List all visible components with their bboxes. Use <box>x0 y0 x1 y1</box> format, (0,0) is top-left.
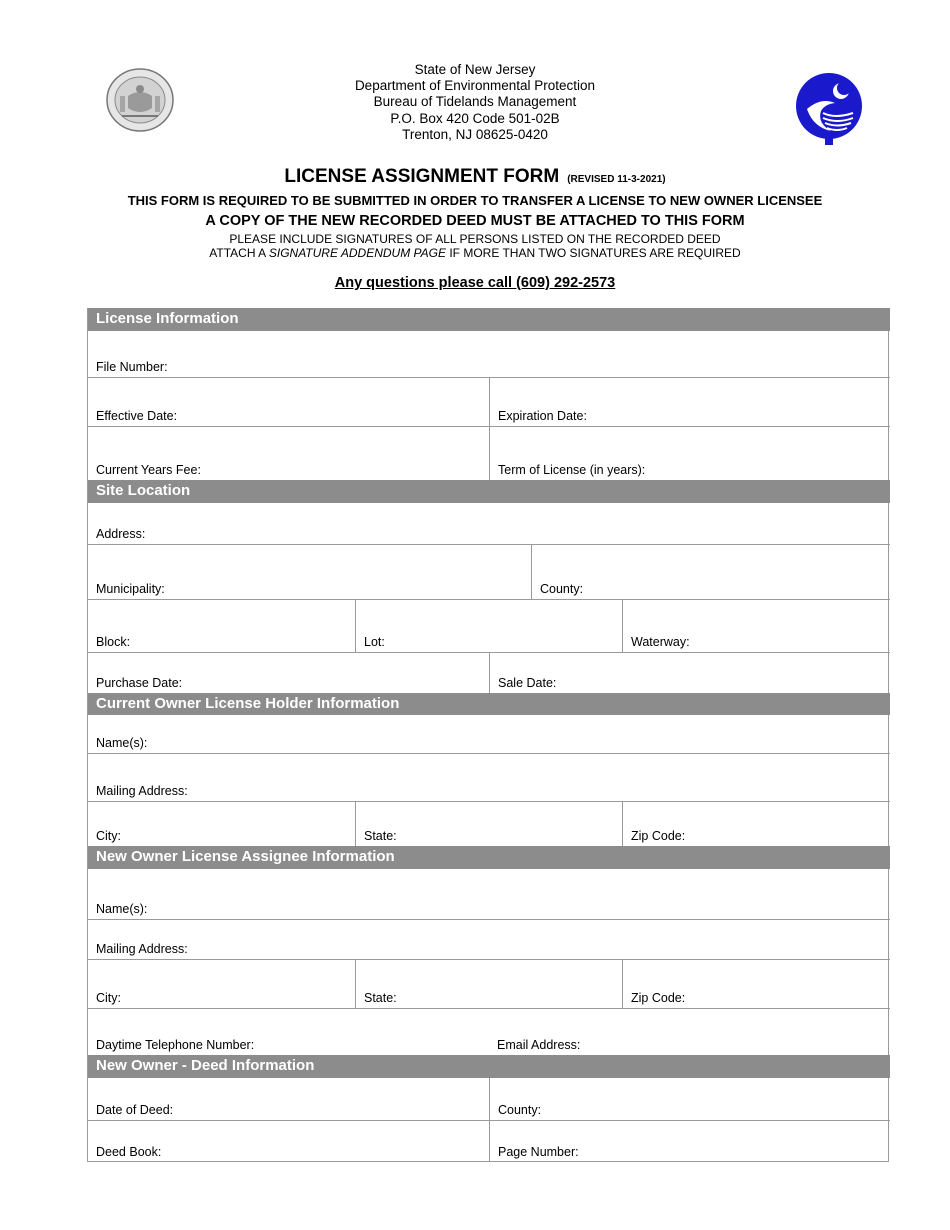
file-number-field[interactable] <box>88 331 890 378</box>
sale-date-field[interactable] <box>489 653 890 693</box>
current-owner-zip-field[interactable] <box>622 802 890 846</box>
field-label: Email Address: <box>497 1038 581 1052</box>
lot-field[interactable] <box>355 600 622 653</box>
section-header-license-information: License Information <box>88 308 890 331</box>
section-header-current-owner: Current Owner License Holder Information <box>88 693 890 715</box>
field-label: State: <box>364 991 397 1005</box>
deed-copy-notice: A COPY OF THE NEW RECORDED DEED MUST BE ATTACHED TO THIS FORM <box>205 213 745 229</box>
term-of-license-field[interactable] <box>489 427 890 480</box>
deed-book-field[interactable] <box>88 1121 489 1162</box>
field-label: Current Years Fee: <box>96 463 201 477</box>
block-field[interactable] <box>88 600 355 653</box>
field-label: City: <box>96 829 121 843</box>
field-label: Sale Date: <box>498 676 557 690</box>
signatures-notice: PLEASE INCLUDE SIGNATURES OF ALL PERSONS LISTED ON THE RECORDED DEED <box>229 232 721 246</box>
new-owner-city-field[interactable] <box>88 960 355 1009</box>
field-label: County: <box>498 1103 542 1117</box>
field-label: File Number: <box>96 360 168 374</box>
questions-phone: Any questions please call (609) 292-2573 <box>334 275 616 291</box>
expiration-date-field[interactable] <box>489 378 890 427</box>
field-label: Municipality: <box>96 582 165 596</box>
field-label: County: <box>540 582 584 596</box>
new-owner-zip-field[interactable] <box>622 960 890 1009</box>
new-owner-names-field[interactable] <box>88 869 890 920</box>
field-label: Date of Deed: <box>96 1103 174 1117</box>
waterway-field[interactable] <box>622 600 890 653</box>
addendum-notice <box>0 246 950 260</box>
municipality-field[interactable] <box>88 545 531 600</box>
email-address-field[interactable] <box>489 1009 890 1055</box>
field-label: Zip Code: <box>631 991 686 1005</box>
page-number-field[interactable] <box>489 1121 890 1162</box>
agency-line: P.O. Box 420 Code 501-02B <box>390 110 560 126</box>
field-label: Block: <box>96 635 131 649</box>
date-of-deed-field[interactable] <box>88 1078 489 1121</box>
section-header-new-owner: New Owner License Assignee Information <box>88 846 890 869</box>
section-header-site-location: Site Location <box>88 480 890 503</box>
field-label: Expiration Date: <box>498 409 587 423</box>
field-label: Page Number: <box>498 1145 579 1159</box>
daytime-telephone-field[interactable] <box>88 1009 489 1055</box>
deed-county-field[interactable] <box>489 1078 890 1121</box>
current-owner-city-field[interactable] <box>88 802 355 846</box>
field-label: Daytime Telephone Number: <box>96 1038 255 1052</box>
field-label: Name(s): <box>96 902 148 916</box>
field-label: Name(s): <box>96 736 148 750</box>
requirement-notice: THIS FORM IS REQUIRED TO BE SUBMITTED IN ORDER TO TRANSFER A LICENSE TO NEW OWNER LICENSEE <box>127 193 823 208</box>
field-label: Mailing Address: <box>96 942 188 956</box>
field-label: Deed Book: <box>96 1145 162 1159</box>
current-owner-names-field[interactable] <box>88 715 890 754</box>
field-label: Zip Code: <box>631 829 686 843</box>
field-label: Term of License (in years): <box>498 463 646 477</box>
revision-date: (REVISED 11-3-2021) <box>567 174 666 185</box>
site-county-field[interactable] <box>531 545 890 600</box>
field-label: Address: <box>96 527 146 541</box>
addendum-suffix: IF MORE THAN TWO SIGNATURES ARE REQUIRED <box>446 246 741 260</box>
current-owner-state-field[interactable] <box>355 802 622 846</box>
field-label: Mailing Address: <box>96 784 188 798</box>
agency-line: State of New Jersey <box>414 62 536 77</box>
field-label: Waterway: <box>631 635 690 649</box>
new-owner-mailing-address-field[interactable] <box>88 920 890 960</box>
purchase-date-field[interactable] <box>88 653 489 693</box>
agency-line: Trenton, NJ 08625-0420 <box>402 126 548 142</box>
form-title-line <box>0 166 950 188</box>
field-label: Effective Date: <box>96 409 178 423</box>
agency-line: Bureau of Tidelands Management <box>373 94 577 110</box>
field-label: Purchase Date: <box>96 676 183 690</box>
site-address-field[interactable] <box>88 503 890 545</box>
field-label: State: <box>364 829 397 843</box>
field-label: Lot: <box>364 635 385 649</box>
new-owner-state-field[interactable] <box>355 960 622 1009</box>
license-assignment-form <box>87 308 889 1162</box>
effective-date-field[interactable] <box>88 378 489 427</box>
addendum-emphasis: SIGNATURE ADDENDUM PAGE <box>268 246 446 260</box>
agency-line: Department of Environmental Protection <box>354 78 596 94</box>
agency-address-block <box>0 62 950 143</box>
form-title: LICENSE ASSIGNMENT FORM <box>284 166 560 187</box>
addendum-prefix: ATTACH A <box>209 246 269 260</box>
section-header-deed-information: New Owner - Deed Information <box>88 1055 890 1078</box>
current-owner-mailing-address-field[interactable] <box>88 754 890 802</box>
field-label: City: <box>96 991 121 1005</box>
current-years-fee-field[interactable] <box>88 427 489 480</box>
